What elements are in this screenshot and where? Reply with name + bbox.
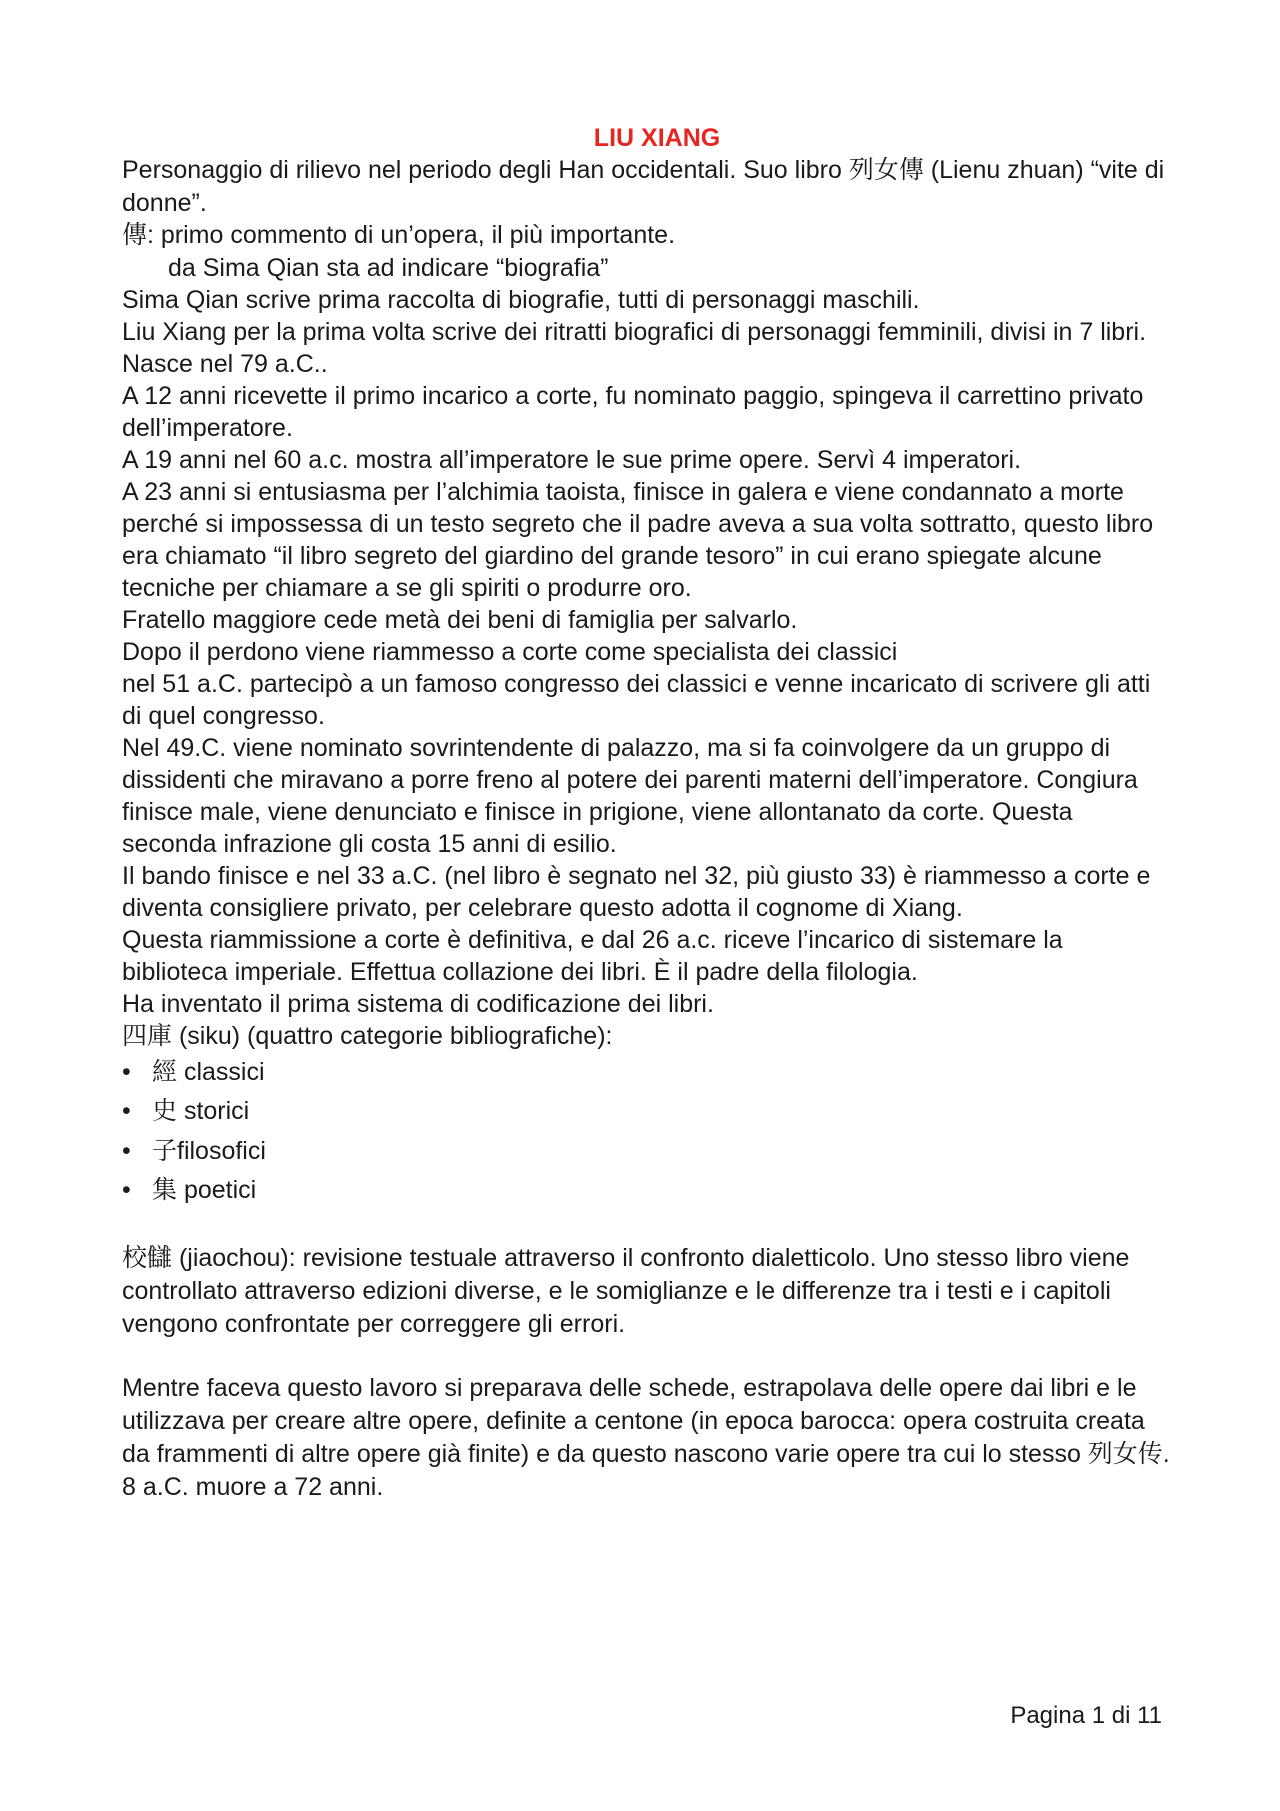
list-item: • 集 poetici [122, 1171, 1172, 1211]
paragraph-library: Questa riammissione a corte è definitiva, e dal 26 a.c. riceve l’incarico di sistemare la biblioteca imperiale. Effettua collazione dei libri. È il padre della filologia. [122, 925, 1063, 986]
list-item: • 經 classici [122, 1053, 1172, 1093]
list-item: • 史 storici [122, 1092, 1172, 1132]
paragraph-death: 8 a.C. muore a 72 anni. [122, 1472, 384, 1501]
paragraph-sima-qian-note: da Sima Qian sta ad indicare “biografia” [168, 253, 609, 282]
document-body [122, 122, 1172, 1503]
paragraph-centone: Mentre faceva questo lavoro si preparava delle schede, estrapolava delle opere dai libri e le utilizzava per creare altre opere, definite a centone (in epoca barocca: opera costruita creata da frammenti di altre opere già finite) e da questo nascono varie opere tra cui lo stesso 列女传. [122, 1373, 1170, 1468]
paragraph-readmission: Il bando finisce e nel 33 a.C. (nel libro è segnato nel 32, più giusto 33) è riammesso a corte e diventa consigliere privato, per celebrare questo adotta il cognome di Xiang. [122, 861, 1151, 922]
paragraph-congress: nel 51 a.C. partecipò a un famoso congresso dei classici e venne incaricato di scrivere gli atti di quel congresso. [122, 669, 1151, 730]
paragraph-siku: 四庫 (siku) (quattro categorie bibliografiche): [122, 1021, 613, 1050]
paragraph-sima-qian: Sima Qian scrive prima raccolta di biografie, tutti di personaggi maschili. [122, 285, 920, 314]
paragraph-female-portraits: Liu Xiang per la prima volta scrive dei ritratti biografici di personaggi femminili, divisi in 7 libri. [122, 317, 1147, 346]
paragraph-intro: Personaggio di rilievo nel periodo degli Han occidentali. Suo libro 列女傳 (Lienu zhuan) “vite di donne”. [122, 156, 1165, 217]
paragraph-birth: Nasce nel 79 a.C.. [122, 349, 328, 378]
paragraph-exile: Nel 49.C. viene nominato sovrintendente di palazzo, ma si fa coinvolgere da un gruppo di dissidenti che miravano a porre freno al potere dei parenti materni dell’imperatore. Congiura finisce male, viene denunciato e finisce in prigione, viene allontanato da corte. Questa seconda infrazione gli costa 15 anni di esilio. [122, 733, 1138, 858]
paragraph-age-23: A 23 anni si entusiasma per l’alchimia taoista, finisce in galera e viene condannato a morte perché si impossessa di un testo segreto che il padre aveva a sua volta sottratto, questo libro era chiamato “il libro segreto del giardino del grande tesoro” in cui erano spiegate alcune tecniche per chiamare a se gli spiriti o produrre oro. [122, 477, 1154, 602]
paragraph-jiaochou: 校讎 (jiaochou): revisione testuale attraverso il confronto dialetticolo. Uno stesso libro viene controllato attraverso edizioni diverse, e le somiglianze e le differenze tra i testi e i capitoli vengono confrontate per correggere gli errori. [122, 1243, 1130, 1338]
paragraph-codification: Ha inventato il prima sistema di codificazione dei libri. [122, 989, 714, 1018]
paragraph-age-12: A 12 anni ricevette il primo incarico a corte, fu nominato paggio, spingeva il carrettino privato dell’imperatore. [122, 381, 1144, 442]
document-title: LIU XIANG [593, 124, 721, 152]
siku-category-list [122, 1053, 1172, 1211]
spacer [122, 1341, 1172, 1372]
page-number: Pagina 1 di 11 [1010, 1702, 1162, 1729]
spacer [122, 1211, 1172, 1242]
paragraph-age-19: A 19 anni nel 60 a.c. mostra all’imperatore le sue prime opere. Servì 4 imperatori. [122, 445, 1022, 474]
paragraph-brother: Fratello maggiore cede metà dei beni di famiglia per salvarlo. [122, 605, 798, 634]
paragraph-pardon: Dopo il perdono viene riammesso a corte come specialista dei classici [122, 637, 898, 666]
paragraph-zhuan: 傳: primo commento di un’opera, il più importante. [122, 221, 676, 249]
list-item: • 子filosofici [122, 1132, 1172, 1172]
